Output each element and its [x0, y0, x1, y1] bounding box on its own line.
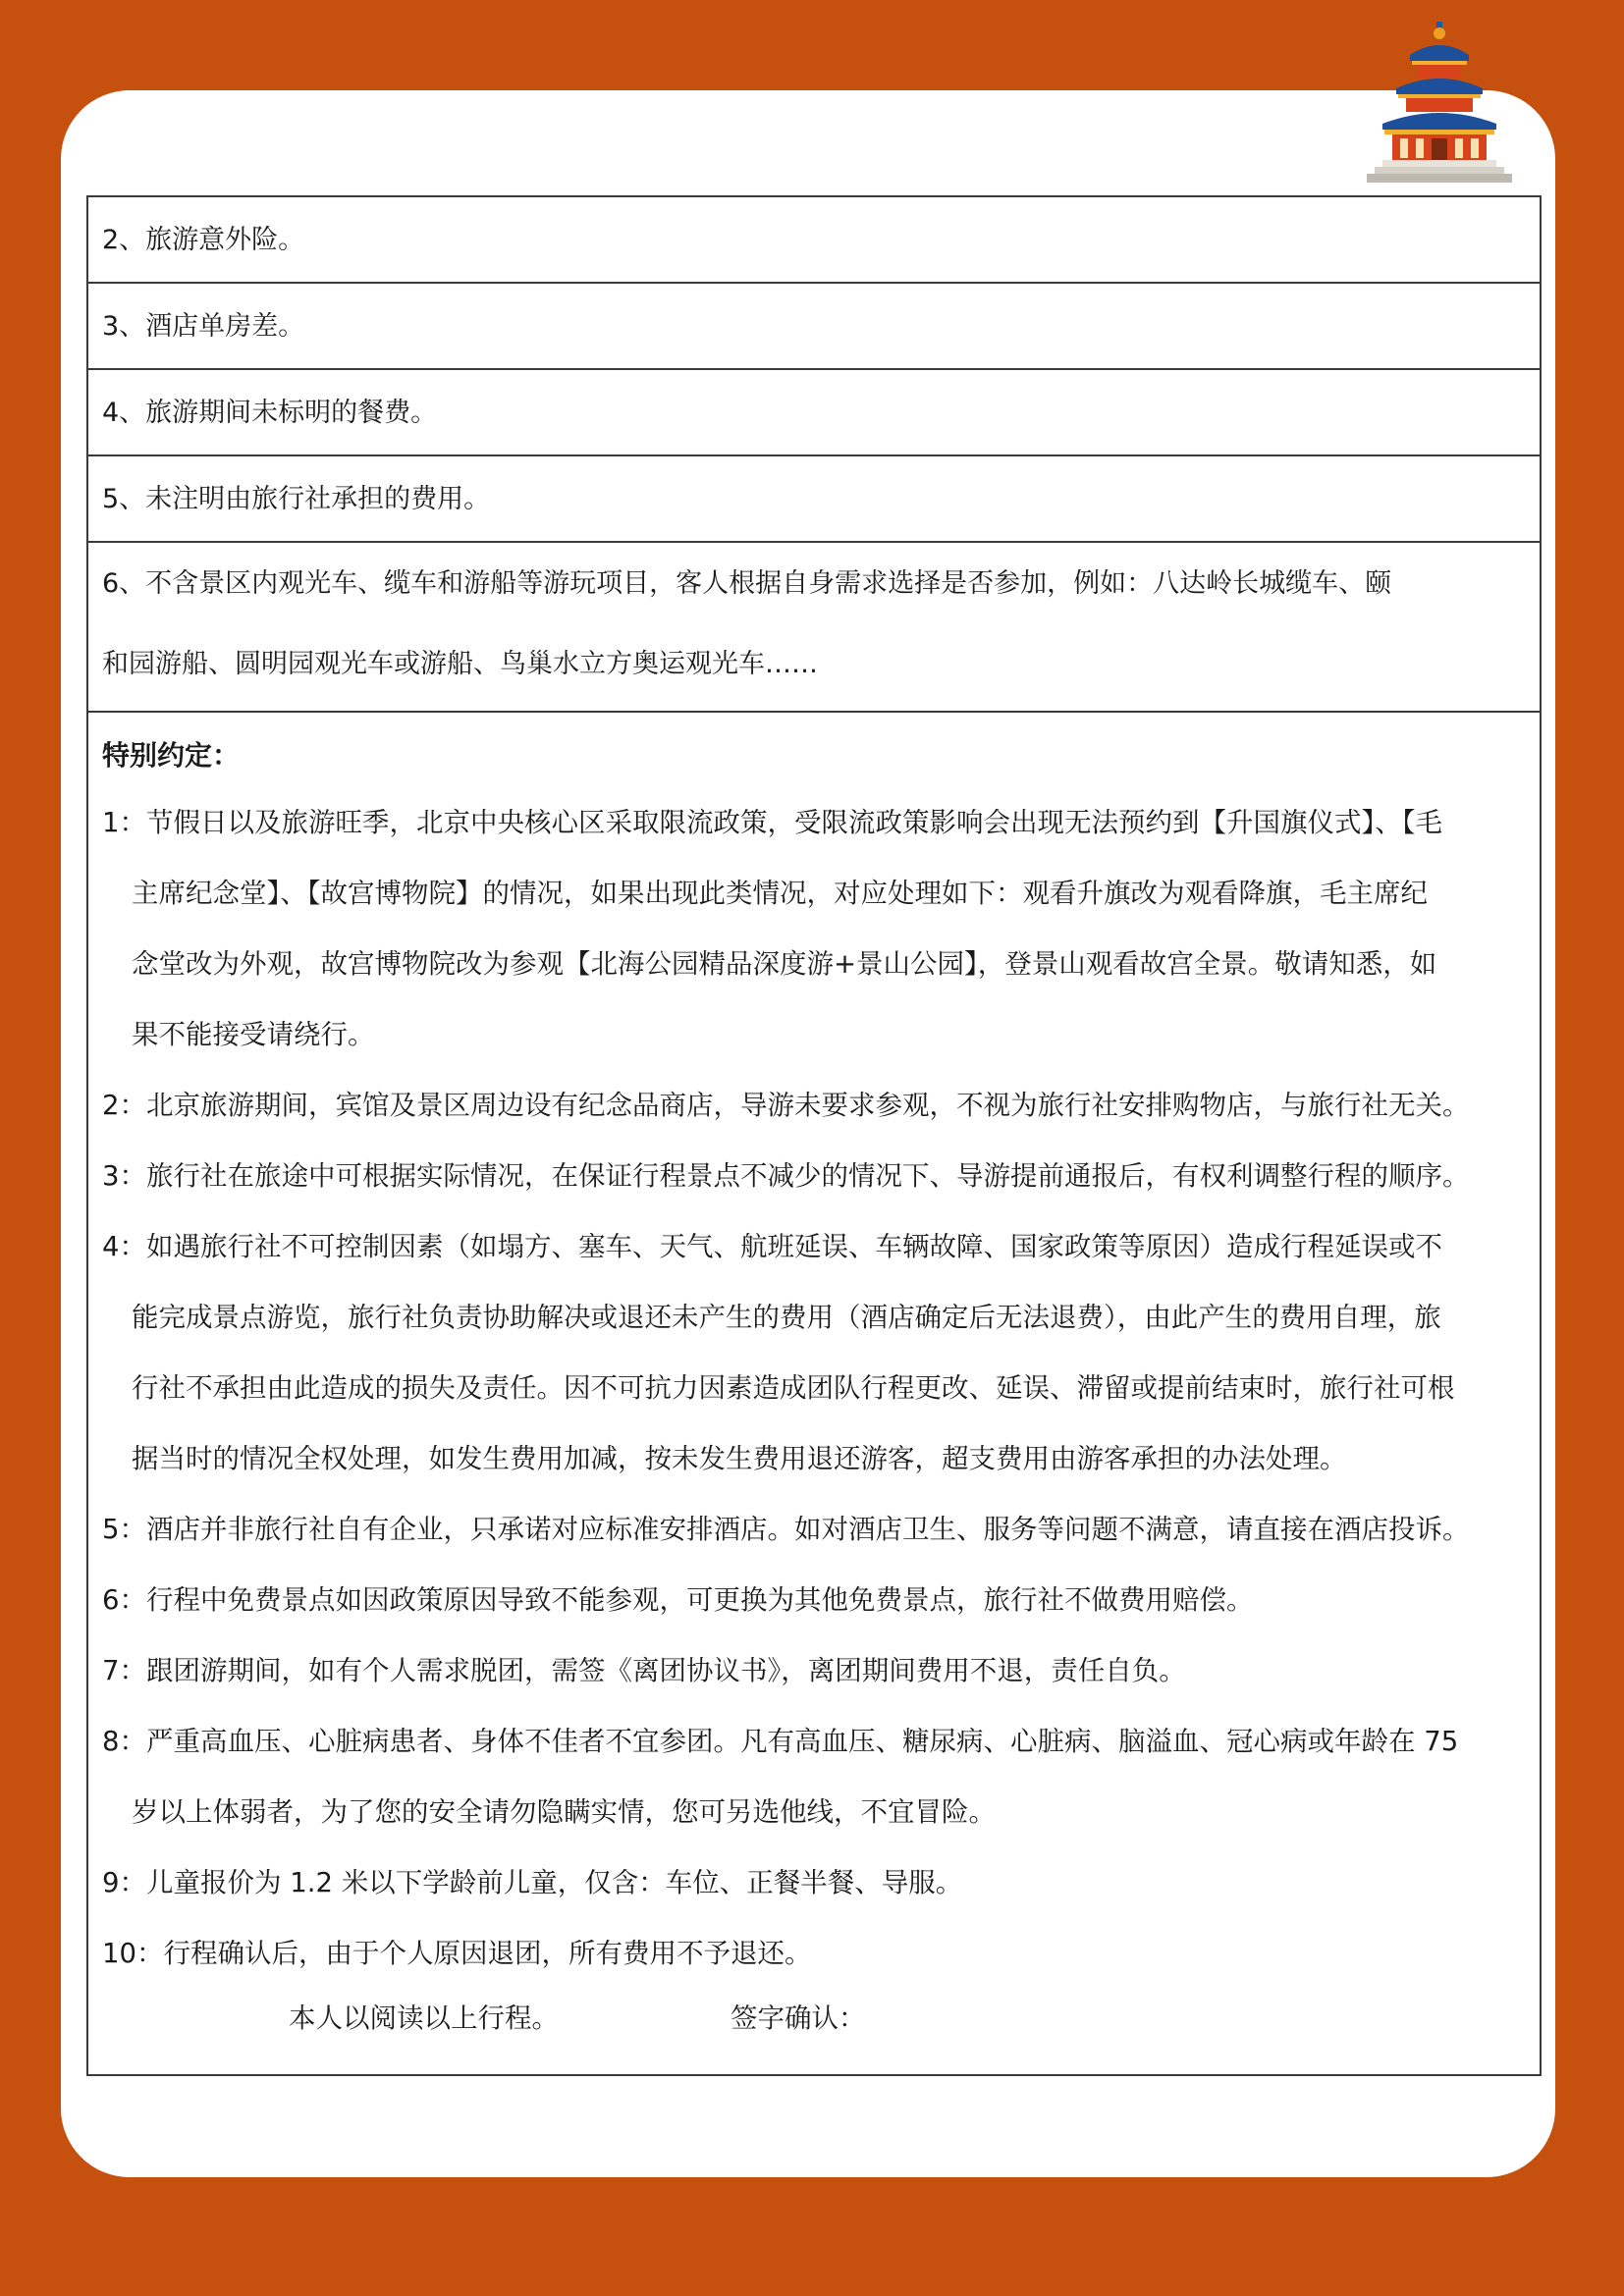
term-line: 3：旅行社在旅途中可根据实际情况，在保证行程景点不减少的情况下、导游提前通报后，有权利调整行程的顺序。	[102, 1160, 1470, 1192]
exclusion-row: 3、酒店单房差。	[88, 284, 1540, 370]
term-line: 1：节假日以及旅游旺季，北京中央核心区采取限流政策，受限流政策影响会出现无法预约到【升国旗仪式】、【毛	[102, 807, 1442, 838]
exclusion-6-line-2: 和园游船、圆明园观光车或游船、鸟巢水立方奥运观光车……	[102, 649, 818, 679]
special-term-item	[102, 1847, 1526, 1918]
term-line: 念堂改为外观，故宫博物院改为参观【北海公园精品深度游+景山公园】，登景山观看故宫全景。敬请知悉，如	[132, 948, 1437, 980]
special-term-item	[102, 1635, 1526, 1706]
signature-label: 签字确认：	[731, 2002, 866, 2034]
term-line: 8：严重高血压、心脏病患者、身体不佳者不宜参团。凡有高血压、糖尿病、心脏病、脑溢血、冠心病或年龄在 75	[102, 1726, 1459, 1757]
special-term-item	[102, 1494, 1526, 1565]
exclusion-row: 4、旅游期间未标明的餐费。	[88, 370, 1540, 456]
term-line: 岁以上体弱者，为了您的安全请勿隐瞒实情，您可另选他线，不宜冒险。	[132, 1796, 996, 1828]
read-confirmation: 本人以阅读以上行程。	[289, 2002, 559, 2034]
term-line: 主席纪念堂】、【故宫博物院】的情况，如果出现此类情况，对应处理如下：观看升旗改为观看降旗，毛主席纪	[132, 878, 1428, 909]
special-term-item	[102, 1141, 1526, 1211]
special-terms-title: 特别约定：	[102, 739, 241, 772]
term-line: 6：行程中免费景点如因政策原因导致不能参观，可更换为其他免费景点，旅行社不做费用赔偿。	[102, 1584, 1254, 1616]
special-term-item	[102, 1918, 1526, 1989]
term-line: 能完成景点游览，旅行社负责协助解决或退还未产生的费用（酒店确定后无法退费），由此产生的费用自理，旅	[132, 1302, 1441, 1333]
term-line: 4：如遇旅行社不可控制因素（如塌方、塞车、天气、航班延误、车辆故障、国家政策等原因）造成行程延误或不	[102, 1231, 1442, 1262]
signature-line	[102, 1989, 1526, 2048]
term-line: 10：行程确认后，由于个人原因退团，所有费用不予退还。	[102, 1938, 812, 1969]
special-term-item	[102, 1565, 1526, 1635]
exclusion-row-6	[88, 543, 1540, 713]
term-line: 5：酒店并非旅行社自有企业，只承诺对应标准安排酒店。如对酒店卫生、服务等问题不满意，请直接在酒店投诉。	[102, 1514, 1470, 1545]
exclusion-row: 5、未注明由旅行社承担的费用。	[88, 456, 1540, 543]
term-line: 7：跟团游期间，如有个人需求脱团，需签《离团协议书》，离团期间费用不退，责任自负。	[102, 1655, 1186, 1686]
special-term-item	[102, 1211, 1526, 1494]
special-term-item	[102, 1070, 1526, 1141]
special-term-item	[102, 1706, 1526, 1847]
term-line: 9：儿童报价为 1.2 米以下学龄前儿童，仅含：车位、正餐半餐、导服。	[102, 1867, 963, 1898]
itinerary-table	[86, 195, 1542, 2076]
exclusion-6-line-1: 6、不含景区内观光车、缆车和游船等游玩项目，客人根据自身需求选择是否参加，例如：八达岭长城缆车、颐	[102, 568, 1392, 599]
term-line: 果不能接受请绕行。	[132, 1019, 375, 1050]
term-line: 行社不承担由此造成的损失及责任。因不可抗力因素造成团队行程更改、延误、滞留或提前结束时，旅行社可根	[132, 1372, 1455, 1404]
special-terms-section	[88, 713, 1540, 2076]
term-line: 2：北京旅游期间，宾馆及景区周边设有纪念品商店，导游未要求参观，不视为旅行社安排购物店，与旅行社无关。	[102, 1090, 1470, 1121]
term-line: 据当时的情况全权处理，如发生费用加减，按未发生费用退还游客，超支费用由游客承担的办法处理。	[132, 1443, 1347, 1474]
special-term-item	[102, 787, 1526, 1070]
temple-of-heaven-icon	[1367, 22, 1512, 184]
exclusion-row: 2、旅游意外险。	[88, 197, 1540, 284]
